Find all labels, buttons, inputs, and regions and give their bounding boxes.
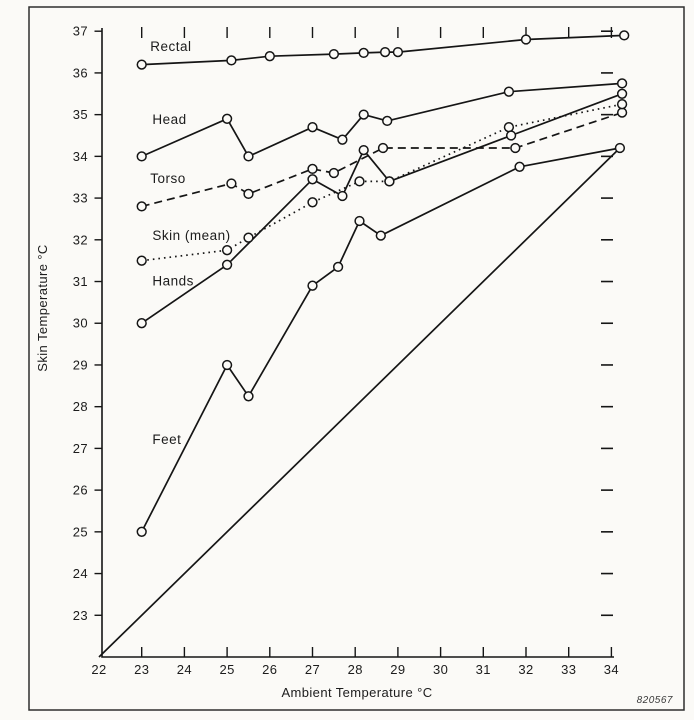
series-feet-marker: [616, 144, 625, 153]
y-axis-tick-label: 33: [72, 190, 88, 206]
series-feet-marker: [355, 217, 364, 226]
y-axis-tick-label: 31: [72, 274, 88, 290]
series-hands-marker: [223, 260, 232, 269]
series-head-marker: [308, 123, 317, 132]
x-axis-tick-label: 32: [518, 662, 534, 677]
series-feet-marker: [376, 231, 385, 240]
y-axis-tick-label: 28: [72, 399, 88, 415]
series-feet-marker: [308, 281, 317, 290]
series-rectal-marker: [381, 48, 390, 57]
y-axis-tick-label: 32: [72, 232, 88, 248]
series-feet-marker: [515, 162, 524, 171]
series-head-marker: [383, 117, 392, 126]
series-head-marker: [223, 114, 232, 123]
series-hands-line: [142, 94, 622, 323]
series-head-marker: [359, 110, 368, 119]
x-axis-title: Ambient Temperature °C: [281, 685, 433, 700]
series-hands-marker: [359, 146, 368, 155]
series-skin-mean--marker: [308, 198, 317, 207]
x-axis-tick-label: 31: [475, 662, 491, 677]
x-axis-tick-label: 33: [561, 662, 577, 677]
series-rectal-label: Rectal: [150, 39, 192, 55]
series-hands-label: Hands: [152, 273, 194, 289]
figure-code: 820567: [636, 695, 673, 706]
series-rectal-marker: [620, 31, 629, 40]
series-skin-mean--marker: [355, 177, 364, 186]
y-axis-tick-label: 24: [72, 566, 88, 582]
series-head-marker: [137, 152, 146, 161]
series-hands-marker: [308, 175, 317, 184]
x-axis-tick-label: 26: [262, 662, 278, 677]
x-axis-tick-label: 25: [219, 662, 235, 677]
series-skin-mean--marker: [505, 123, 514, 132]
series-torso-marker: [379, 144, 388, 153]
series-rectal-marker: [330, 50, 339, 59]
x-axis-tick-label: 30: [432, 662, 449, 677]
series-hands-marker: [618, 89, 627, 98]
y-axis-tick-label: 34: [72, 148, 88, 164]
y-axis-tick-label: 23: [72, 607, 88, 623]
series-feet-line: [142, 148, 620, 532]
series-rectal-marker: [359, 49, 368, 58]
x-axis-tick-label: 24: [176, 662, 193, 677]
y-axis-tick-label: 25: [72, 524, 88, 540]
series-skin-mean--marker: [618, 100, 627, 109]
x-axis-tick-label: 34: [603, 662, 620, 677]
series-rectal-marker: [394, 48, 403, 57]
series-rectal-marker: [265, 52, 274, 61]
series-torso-marker: [137, 202, 146, 211]
series-head-label: Head: [152, 112, 187, 128]
y-axis-tick-label: 37: [72, 23, 88, 39]
series-rectal-marker: [522, 35, 531, 44]
series-hands-marker: [385, 177, 394, 186]
x-axis-tick-label: 27: [304, 662, 321, 677]
series-skin-mean--marker: [137, 256, 146, 265]
series-head-marker: [338, 135, 347, 144]
x-axis-tick-label: 29: [390, 662, 406, 677]
series-torso-marker: [330, 169, 339, 178]
series-torso-line: [142, 113, 622, 207]
x-axis-tick-label: 28: [347, 662, 363, 677]
y-axis-tick-label: 36: [72, 65, 88, 81]
series-feet-marker: [334, 263, 343, 272]
series-hands-marker: [507, 131, 516, 140]
x-axis-tick-label: 23: [134, 662, 150, 677]
y-axis-tick-label: 30: [72, 315, 88, 331]
y-axis-tick-label: 26: [72, 482, 88, 498]
series-hands-marker: [338, 192, 347, 201]
series-feet-marker: [137, 527, 146, 536]
series-torso-marker: [244, 190, 253, 199]
y-axis-title: Skin Temperature °C: [35, 244, 50, 372]
series-torso-marker: [308, 165, 317, 174]
series-torso-marker: [227, 179, 236, 188]
series-torso-marker: [618, 108, 627, 117]
y-axis-tick-label: 35: [72, 107, 88, 123]
series-rectal-marker: [137, 60, 146, 69]
series-skin-mean--label: Skin (mean): [152, 227, 231, 243]
series-head-marker: [505, 87, 514, 96]
series-skin-mean--marker: [223, 246, 232, 255]
series-head-marker: [244, 152, 253, 161]
series-feet-marker: [244, 392, 253, 401]
y-axis-tick-label: 27: [72, 440, 88, 456]
series-feet-marker: [223, 361, 232, 370]
series-hands-marker: [137, 319, 146, 328]
series-torso-marker: [511, 144, 520, 153]
x-axis-tick-label: 22: [91, 662, 107, 677]
series-torso-label: Torso: [150, 171, 186, 187]
series-feet-label: Feet: [152, 432, 182, 448]
series-skin-mean--marker: [244, 233, 253, 242]
y-axis-tick-label: 29: [72, 357, 88, 373]
figure-border: [29, 7, 684, 710]
series-head-marker: [618, 79, 627, 88]
series-rectal-marker: [227, 56, 236, 65]
